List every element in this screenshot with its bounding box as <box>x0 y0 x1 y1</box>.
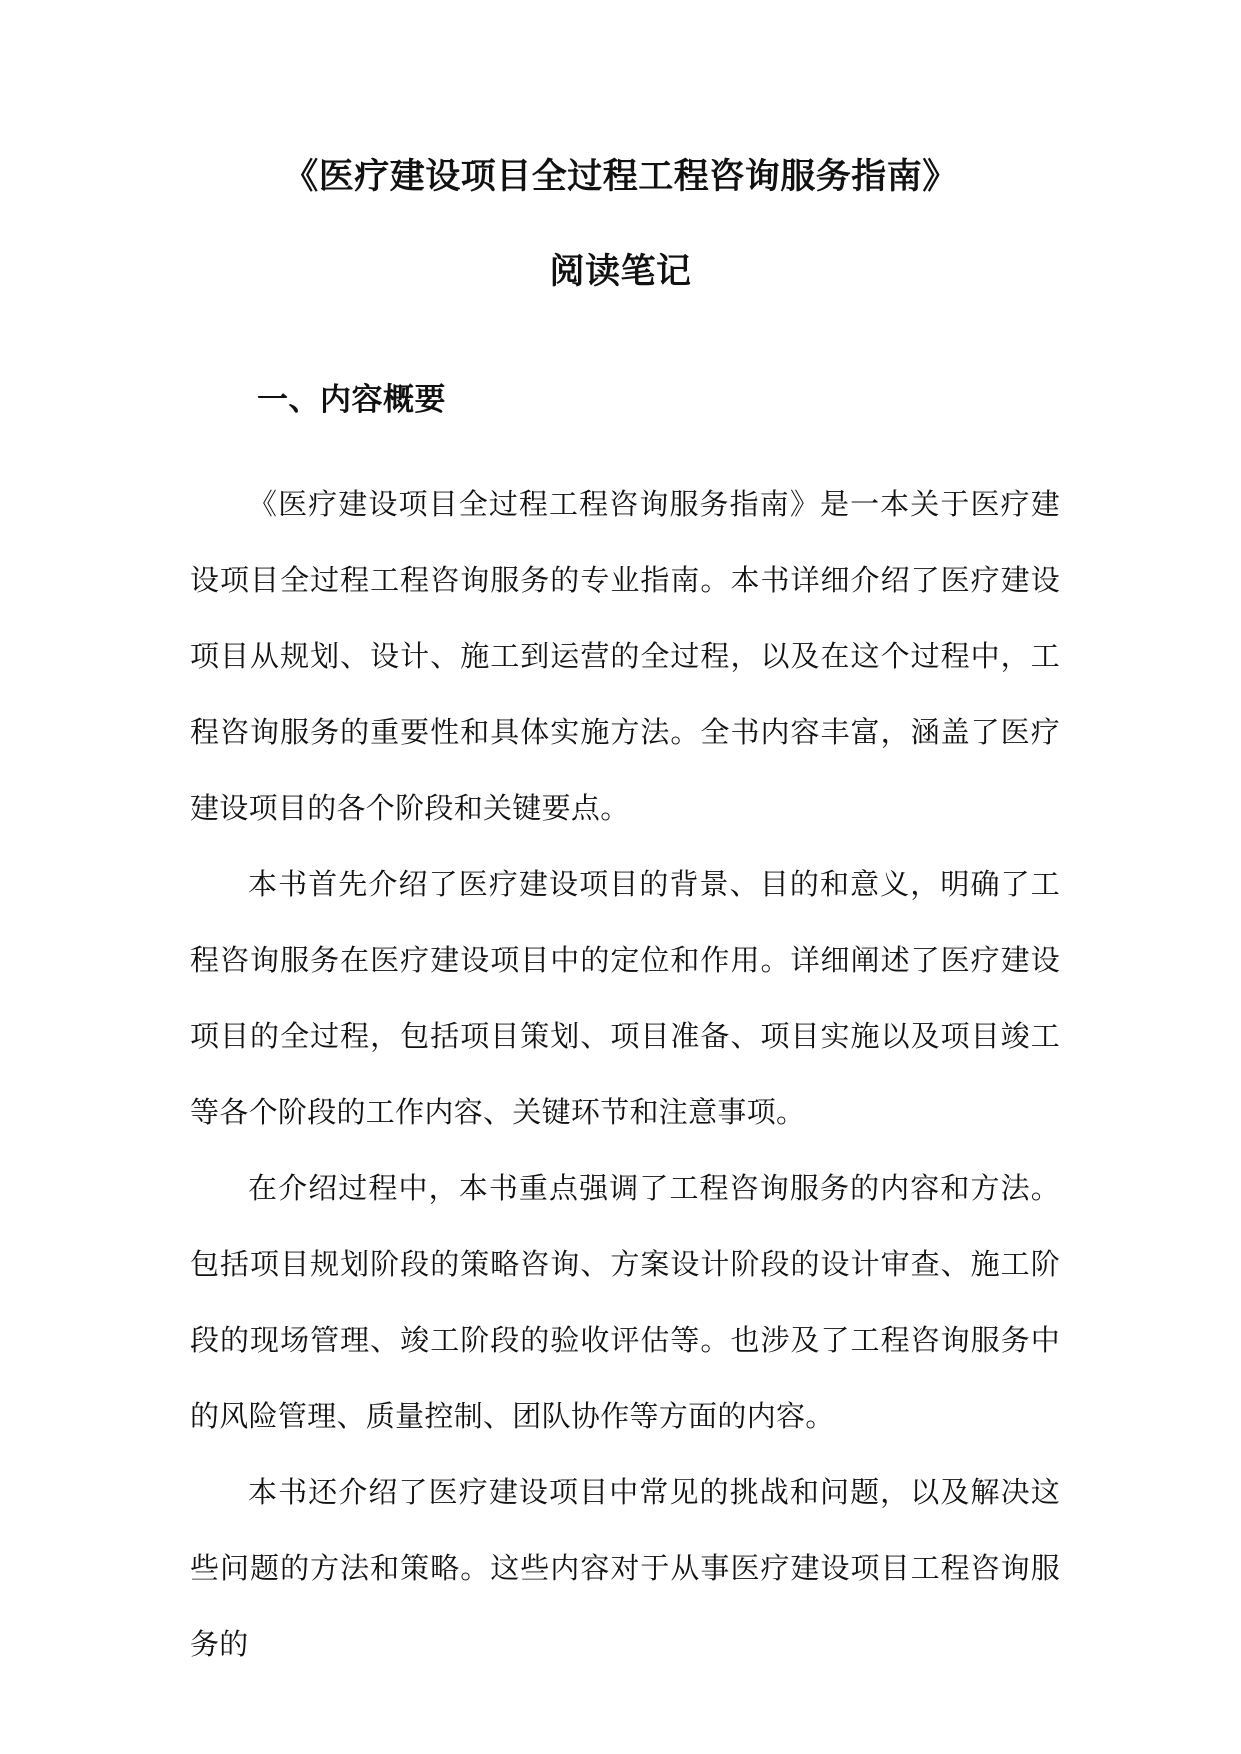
section-body <box>190 466 1060 1682</box>
section-heading: 一、内容概要 <box>257 382 446 418</box>
paragraph-3: 在介绍过程中，本书重点强调了工程咨询服务的内容和方法。包括项目规划阶段的策略咨询、方案设计阶段的设计审查、施工阶段的现场管理、竣工阶段的验收评估等。也涉及了工程咨询服务中的风险管理、质量控制、团队协作等方面的内容。 <box>190 1171 1060 1433</box>
document-subtitle: 阅读笔记 <box>549 251 692 292</box>
paragraph-1: 《医疗建设项目全过程工程咨询服务指南》是一本关于医疗建设项目全过程工程咨询服务的专业指南。本书详细介绍了医疗建设项目从规划、设计、施工到运营的全过程，以及在这个过程中，工程咨询服务的重要性和具体实施方法。全书内容丰富，涵盖了医疗建设项目的各个阶段和关键要点。 <box>190 487 1060 825</box>
document-title: 《医疗建设项目全过程工程咨询服务指南》 <box>283 156 958 197</box>
paragraph-4: 本书还介绍了医疗建设项目中常见的挑战和问题，以及解决这些问题的方法和策略。这些内容对于从事医疗建设项目工程咨询服务的 <box>190 1475 1060 1661</box>
paragraph-2: 本书首先介绍了医疗建设项目的背景、目的和意义，明确了工程咨询服务在医疗建设项目中的定位和作用。详细阐述了医疗建设项目的全过程，包括项目策划、项目准备、项目实施以及项目竣工等各个阶段的工作内容、关键环节和注意事项。 <box>190 867 1060 1129</box>
